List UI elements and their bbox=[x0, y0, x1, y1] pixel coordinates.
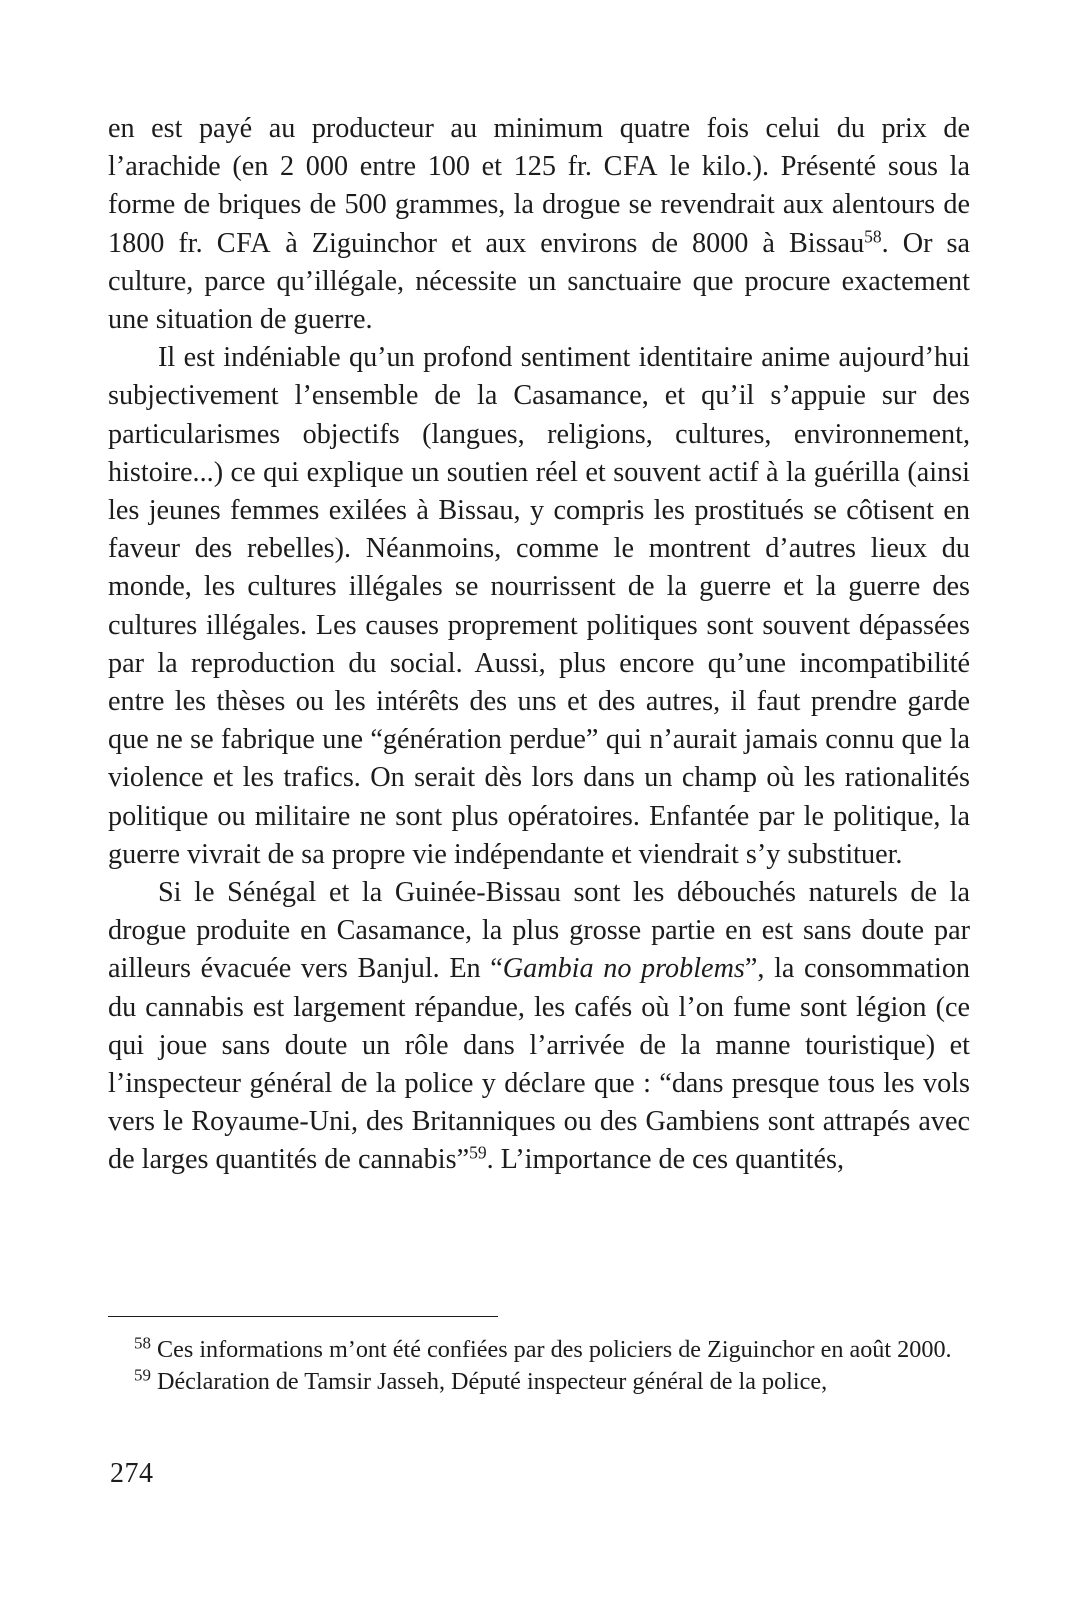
footnote-reference: 58 bbox=[864, 226, 882, 246]
text-run: ”, la consommation du cannabis est largement répandue, les cafés où l’on fume sont légion (ce qui joue sans doute un rôle dans l’arrivée de la manne touristique) et l’inspecteur général de la police y déclare que : “dans presque tous les vols vers le Royaume-Uni, des Britanniques ou des Gambiens sont attrapés avec de larges quantités de cannabis” bbox=[108, 953, 971, 1176]
text-run: Il est indéniable qu’un profond sentiment identitaire anime aujourd’hui subjectivement l’ensemble de la Casamance, et qu’il s’appuie sur des particularismes objectifs (langues, religions, cultures, environnement, histoire...) ce qui explique un soutien réel et souvent actif à la guérilla (ainsi les jeunes femmes exilées à Bissau, y compris les prostitués se côtisent en faveur des rebelles). Néanmoins, comme le montrent d’autres lieux du monde, les cultures illégales se nourrissent de la guerre et la guerre des cultures illégales. Les causes proprement politiques sont souvent dépassées par la reproduction du social. Aussi, plus encore qu’une incompatibilité entre les thèses ou les intérêts des uns et des autres, il faut prendre garde que ne se fabrique une “génération perdue” qui n’aurait jamais connu que la violence et les trafics. On serait dès lors dans un champ où les rationalités politique ou militaire ne sont plus opératoires. Enfantée par le politique, la guerre vivrait de sa propre vie indépendante et viendrait s’y substituer. bbox=[108, 342, 970, 870]
smallcaps-text: CFA bbox=[603, 151, 659, 183]
text-run: à Ziguinchor et aux environs de 8000 à Bissau bbox=[271, 227, 865, 259]
text-run: le kilo.). Présenté sous la forme de briques de 500 grammes, la drogue se revendrait aux alentours de 1800 fr. bbox=[108, 151, 970, 259]
footnote-59 bbox=[108, 1366, 970, 1398]
footnote-number: 59 bbox=[134, 1365, 151, 1385]
text-run: . Or sa culture, parce qu’illégale, nécessite un sanctuaire que procure exactement une situation de guerre. bbox=[108, 227, 971, 336]
footnote-reference: 59 bbox=[469, 1142, 487, 1163]
paragraph bbox=[108, 874, 970, 1180]
paragraph bbox=[108, 110, 970, 339]
text-run: . L’importance de ces quantités, bbox=[486, 1144, 845, 1176]
footnote-58 bbox=[108, 1334, 970, 1366]
text-run: en est payé au producteur au minimum quatre fois celui du prix de l’arachide (en 2 000 entre 100 et 125 fr. bbox=[108, 113, 970, 183]
page-content bbox=[108, 110, 970, 1180]
footnote-separator bbox=[108, 1316, 498, 1317]
footnote-number: 58 bbox=[134, 1333, 151, 1353]
smallcaps-text: CFA bbox=[216, 227, 272, 259]
footnotes bbox=[108, 1334, 970, 1397]
paragraph bbox=[108, 339, 970, 874]
italic-text: Gambia no problems bbox=[502, 953, 745, 985]
page-number: 274 bbox=[110, 1458, 154, 1489]
body-text bbox=[108, 110, 970, 1180]
text-run: Si le Sénégal et la Guinée-Bissau sont les débouchés naturels de la drogue produite en Casamance, la plus grosse partie en est sans doute par ailleurs évacuée vers Banjul. En “ bbox=[108, 877, 970, 985]
footnote-text: Déclaration de Tamsir Jasseh, Député inspecteur général de la police, bbox=[150, 1367, 828, 1395]
footnote-text: Ces informations m’ont été confiées par des policiers de Ziguinchor en août 2000. bbox=[150, 1336, 952, 1363]
